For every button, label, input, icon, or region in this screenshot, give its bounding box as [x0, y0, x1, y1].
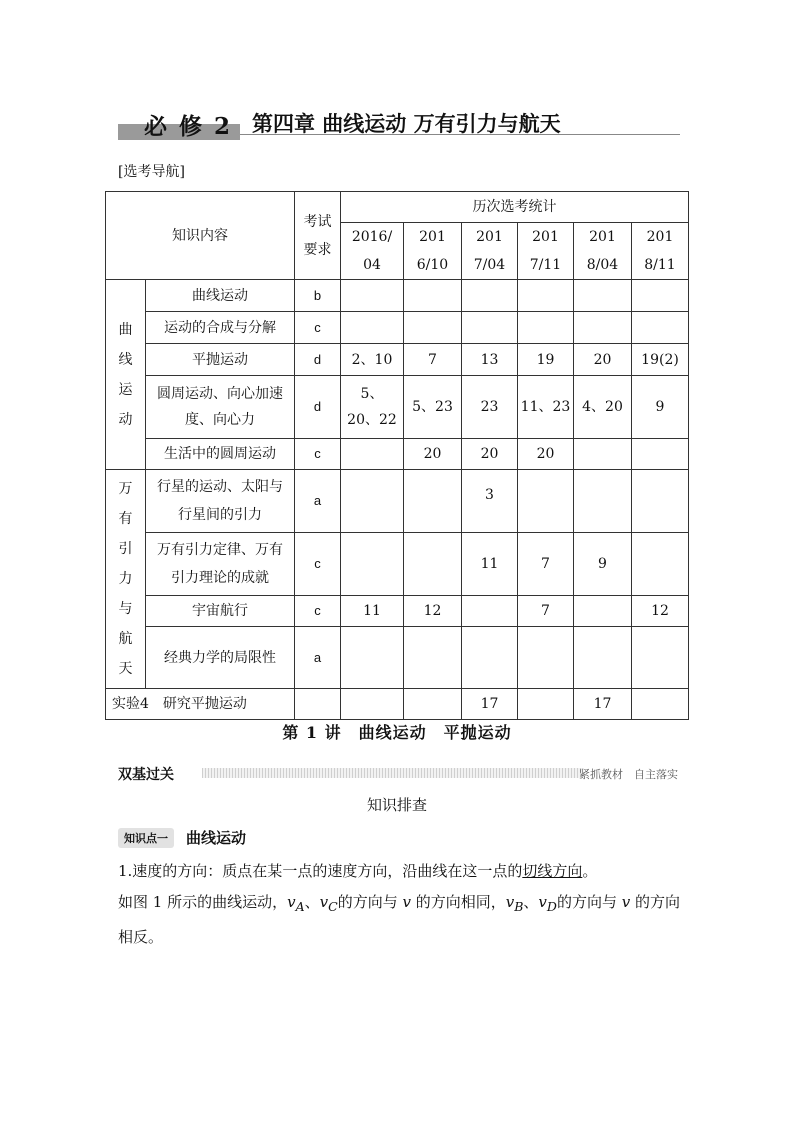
- req-cell: c: [295, 596, 341, 627]
- year-header: 2016/04: [341, 223, 404, 280]
- year-header: 2018/11: [632, 223, 689, 280]
- paragraph-1: [118, 856, 680, 887]
- req-cell: a: [295, 627, 341, 689]
- knowledge-point: [118, 827, 246, 848]
- stat-cell: [341, 533, 404, 596]
- header-requirement: 考试要求: [295, 192, 341, 280]
- year-header: 2017/11: [518, 223, 574, 280]
- topic-cell: 运动的合成与分解: [146, 312, 295, 344]
- stat-cell: 9: [574, 533, 632, 596]
- stat-cell: 19(2): [632, 344, 689, 376]
- stat-cell: 12: [632, 596, 689, 627]
- velocity-symbol: v: [538, 893, 547, 911]
- chapter-header: [118, 104, 680, 144]
- stat-cell: 5、20、22: [341, 376, 404, 439]
- velocity-subscript: A: [295, 899, 305, 914]
- stat-cell: [574, 470, 632, 533]
- stat-cell: [462, 280, 518, 312]
- stat-cell: 3: [462, 470, 518, 533]
- section-bar-pattern: [202, 768, 582, 778]
- req-cell: d: [295, 376, 341, 439]
- stat-cell: [341, 312, 404, 344]
- section-bar-note: 紧抓教材 自主落实: [579, 768, 678, 781]
- chapter-title: 第四章 曲线运动 万有引力与航天: [252, 111, 561, 136]
- stat-cell: 9: [632, 376, 689, 439]
- para2-text: 、: [304, 893, 320, 911]
- para1-text: 1.速度的方向：质点在某一点的速度方向，沿曲线在这一点的: [118, 862, 523, 880]
- stat-cell: [574, 627, 632, 689]
- group-curvilinear: 曲线运动: [106, 280, 146, 470]
- topic-cell: 宇宙航行: [146, 596, 295, 627]
- velocity-subscript: B: [514, 899, 524, 914]
- stat-cell: [574, 280, 632, 312]
- para2-text: 、: [523, 893, 539, 911]
- stat-cell: 2、10: [341, 344, 404, 376]
- velocity-subscript: C: [328, 899, 338, 914]
- stat-cell: 11: [462, 533, 518, 596]
- stat-cell: 19: [518, 344, 574, 376]
- req-cell: c: [295, 533, 341, 596]
- stat-cell: [462, 312, 518, 344]
- para2-text: 如图 1 所示的曲线运动，: [118, 893, 288, 911]
- year-header: 2016/10: [404, 223, 462, 280]
- header-stats: 历次选考统计: [341, 192, 689, 223]
- stat-cell: 13: [462, 344, 518, 376]
- stat-cell: [341, 280, 404, 312]
- para2-text: 的方向与: [337, 893, 403, 911]
- stat-cell: [341, 627, 404, 689]
- stat-cell: [341, 689, 404, 720]
- req-cell: b: [295, 280, 341, 312]
- stat-cell: [574, 596, 632, 627]
- paragraph-2: [118, 887, 680, 953]
- stat-cell: 7: [518, 596, 574, 627]
- velocity-symbol: v: [621, 893, 631, 911]
- stat-cell: [632, 470, 689, 533]
- stat-cell: [404, 312, 462, 344]
- stat-cell: [462, 627, 518, 689]
- velocity-subscript: D: [546, 899, 557, 914]
- section-bar-label: 双基过关: [118, 767, 174, 783]
- stat-cell: 20: [518, 439, 574, 470]
- velocity-symbol: v: [402, 893, 411, 911]
- stat-cell: [632, 312, 689, 344]
- velocity-symbol: v: [505, 893, 515, 911]
- stat-cell: 7: [404, 344, 462, 376]
- stat-cell: 11、23: [518, 376, 574, 439]
- velocity-symbol: v: [287, 893, 296, 911]
- stat-cell: [574, 312, 632, 344]
- stat-cell: 11: [341, 596, 404, 627]
- topic-cell: 行星的运动、太阳与行星间的引力: [146, 470, 295, 533]
- stat-cell: [404, 470, 462, 533]
- knowledge-point-name: 曲线运动: [186, 829, 247, 847]
- stat-cell: [518, 312, 574, 344]
- stat-cell: [518, 470, 574, 533]
- exam-stats-table: [105, 191, 689, 720]
- velocity-symbol: v: [319, 893, 329, 911]
- stat-cell: [574, 439, 632, 470]
- stat-cell: [341, 439, 404, 470]
- para2-text: 的方向相同，: [410, 893, 506, 911]
- guide-label: [选考导航]: [118, 164, 185, 180]
- stat-cell: [518, 689, 574, 720]
- req-cell: c: [295, 439, 341, 470]
- knowledge-point-tag: 知识点一: [118, 828, 174, 848]
- stat-cell: 5、23: [404, 376, 462, 439]
- stat-cell: [518, 280, 574, 312]
- stat-cell: 17: [462, 689, 518, 720]
- para2-text: 的方向相反。: [118, 893, 680, 946]
- para2-text: 的方向与: [556, 893, 622, 911]
- topic-cell: 经典力学的局限性: [146, 627, 295, 689]
- header-knowledge: 知识内容: [106, 192, 295, 280]
- section-bar: [118, 764, 680, 782]
- topic-cell: 万有引力定律、万有引力理论的成就: [146, 533, 295, 596]
- group-gravitation: 万有引力与航天: [106, 470, 146, 689]
- topic-cell: 圆周运动、向心加速度、向心力: [146, 376, 295, 439]
- stat-cell: [632, 689, 689, 720]
- req-cell: [295, 689, 341, 720]
- stat-cell: 7: [518, 533, 574, 596]
- stat-cell: [404, 280, 462, 312]
- stat-cell: 20: [574, 344, 632, 376]
- stat-cell: [404, 627, 462, 689]
- stat-cell: 17: [574, 689, 632, 720]
- stat-cell: [404, 533, 462, 596]
- req-cell: a: [295, 470, 341, 533]
- stat-cell: [462, 596, 518, 627]
- experiment-topic: 实验4 研究平抛运动: [106, 689, 295, 720]
- stat-cell: 20: [462, 439, 518, 470]
- stat-cell: [632, 533, 689, 596]
- year-header: 2017/04: [462, 223, 518, 280]
- stat-cell: [341, 470, 404, 533]
- topic-cell: 曲线运动: [146, 280, 295, 312]
- stat-cell: [632, 627, 689, 689]
- stat-cell: [518, 627, 574, 689]
- stat-cell: 12: [404, 596, 462, 627]
- topic-cell: 生活中的圆周运动: [146, 439, 295, 470]
- stat-cell: [404, 689, 462, 720]
- book-label: 必 修 2: [144, 113, 233, 140]
- stat-cell: [632, 280, 689, 312]
- para1-suffix: 。: [582, 862, 598, 880]
- stat-cell: 4、20: [574, 376, 632, 439]
- stat-cell: 23: [462, 376, 518, 439]
- stat-cell: 20: [404, 439, 462, 470]
- stat-cell: [632, 439, 689, 470]
- req-cell: c: [295, 312, 341, 344]
- section-title: 知识排查: [366, 796, 427, 814]
- lesson-title: 第 1 讲 曲线运动 平抛运动: [282, 723, 512, 742]
- para1-underlined: 切线方向: [522, 862, 583, 880]
- req-cell: d: [295, 344, 341, 376]
- topic-cell: 平抛运动: [146, 344, 295, 376]
- year-header: 2018/04: [574, 223, 632, 280]
- header-rule: [240, 134, 680, 135]
